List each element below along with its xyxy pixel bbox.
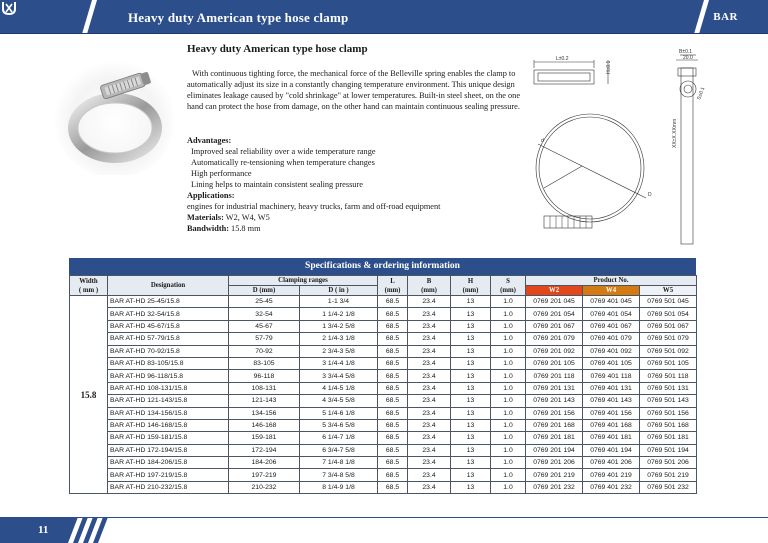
company-logo-icon — [0, 0, 18, 16]
cell-B: 23.4 — [408, 469, 451, 481]
cell-H: 13 — [451, 320, 491, 332]
table-row — [70, 345, 697, 357]
table-row — [70, 370, 697, 382]
cell-H: 13 — [451, 444, 491, 456]
col-H — [451, 276, 491, 296]
cell-designation: BAR AT-HD 83-105/15.8 — [108, 357, 229, 369]
advantage-item: Lining helps to maintain consistent sealing pressure — [191, 180, 363, 189]
cell-w4: 0769 401 168 — [583, 419, 640, 431]
table-row — [70, 444, 697, 456]
cell-d-in: 6 3/4-7 5/8 — [300, 444, 378, 456]
cell-H: 13 — [451, 382, 491, 394]
cell-H: 13 — [451, 345, 491, 357]
cell-d-mm: 159-181 — [229, 432, 300, 444]
cell-designation: BAR AT-HD 32-54/15.8 — [108, 308, 229, 320]
table-row — [70, 308, 697, 320]
col-w4: W4 — [583, 286, 640, 296]
spec-table-body — [70, 296, 697, 494]
cell-w5: 0769 501 232 — [640, 481, 697, 493]
cell-designation: BAR AT-HD 96-118/15.8 — [108, 370, 229, 382]
cell-d-mm: 57-79 — [229, 333, 300, 345]
cell-H: 13 — [451, 481, 491, 493]
cell-S: 1.0 — [491, 382, 526, 394]
cell-S: 1.0 — [491, 345, 526, 357]
cell-w4: 0769 401 181 — [583, 432, 640, 444]
cell-L: 68.5 — [378, 333, 408, 345]
col-L — [378, 276, 408, 296]
cell-d-mm: 184-206 — [229, 457, 300, 469]
table-row — [70, 457, 697, 469]
cell-w5: 0769 501 067 — [640, 320, 697, 332]
cell-B: 23.4 — [408, 320, 451, 332]
cell-w4: 0769 401 194 — [583, 444, 640, 456]
col-B-unit: (mm) — [421, 286, 437, 294]
cell-w4: 0769 401 206 — [583, 457, 640, 469]
cell-H: 13 — [451, 395, 491, 407]
cell-d-mm: 25-45 — [229, 296, 300, 308]
cell-B: 23.4 — [408, 370, 451, 382]
table-row — [70, 382, 697, 394]
cell-B: 23.4 — [408, 308, 451, 320]
cell-designation: BAR AT-HD 57-79/15.8 — [108, 333, 229, 345]
col-B-label: B — [426, 277, 432, 285]
materials-line — [187, 212, 527, 223]
drawing-dim-S: S±0.1 — [696, 86, 707, 101]
cell-w4: 0769 401 067 — [583, 320, 640, 332]
col-designation: Designation — [108, 276, 229, 296]
cell-L: 68.5 — [378, 382, 408, 394]
col-H-label: H — [467, 277, 474, 285]
cell-S: 1.0 — [491, 457, 526, 469]
materials-value: W2, W4, W5 — [225, 213, 270, 222]
cell-B: 23.4 — [408, 407, 451, 419]
cell-designation: BAR AT-HD 25-45/15.8 — [108, 296, 229, 308]
cell-S: 1.0 — [491, 395, 526, 407]
cell-H: 13 — [451, 370, 491, 382]
cell-w5: 0769 501 118 — [640, 370, 697, 382]
col-product-no: Product No. — [526, 276, 697, 286]
cell-w4: 0769 401 079 — [583, 333, 640, 345]
cell-designation: BAR AT-HD 197-219/15.8 — [108, 469, 229, 481]
advantages-heading: Advantages: — [187, 136, 232, 145]
cell-designation: BAR AT-HD 172-194/15.8 — [108, 444, 229, 456]
cell-d-mm: 134-156 — [229, 407, 300, 419]
cell-w4: 0769 401 105 — [583, 357, 640, 369]
col-S-label: S — [506, 277, 510, 285]
cell-w2: 0769 201 118 — [526, 370, 583, 382]
applications-heading: Applications: — [187, 191, 235, 200]
cell-L: 68.5 — [378, 296, 408, 308]
col-S — [491, 276, 526, 296]
cell-d-in: 8 1/4-9 1/8 — [300, 481, 378, 493]
table-row — [70, 333, 697, 345]
cell-w4: 0769 401 156 — [583, 407, 640, 419]
cell-B: 23.4 — [408, 296, 451, 308]
product-details — [187, 135, 527, 234]
header-title: Heavy duty American type hose clamp — [128, 10, 349, 25]
cell-B: 23.4 — [408, 333, 451, 345]
cell-d-mm: 32-54 — [229, 308, 300, 320]
cell-L: 68.5 — [378, 457, 408, 469]
table-row — [70, 395, 697, 407]
cell-d-in: 2 1/4-3 1/8 — [300, 333, 378, 345]
cell-d-in: 5 1/4-6 1/8 — [300, 407, 378, 419]
bandwidth-label: Bandwidth: — [187, 224, 229, 233]
cell-w4: 0769 401 118 — [583, 370, 640, 382]
cell-S: 1.0 — [491, 320, 526, 332]
cell-w4: 0769 401 143 — [583, 395, 640, 407]
cell-d-in: 7 1/4-8 1/8 — [300, 457, 378, 469]
col-width — [70, 276, 108, 296]
header-band — [0, 0, 768, 34]
cell-d-in: 1-1 3/4 — [300, 296, 378, 308]
cell-S: 1.0 — [491, 469, 526, 481]
col-w2: W2 — [526, 286, 583, 296]
cell-w5: 0769 501 045 — [640, 296, 697, 308]
cell-w4: 0769 401 232 — [583, 481, 640, 493]
col-width-label: Width — [79, 277, 98, 285]
cell-d-mm: 70-92 — [229, 345, 300, 357]
cell-d-mm: 96-118 — [229, 370, 300, 382]
cell-w2: 0769 201 181 — [526, 432, 583, 444]
cell-designation: BAR AT-HD 184-206/15.8 — [108, 457, 229, 469]
drawing-dim-D: D — [648, 192, 652, 198]
cell-S: 1.0 — [491, 308, 526, 320]
spec-table — [69, 275, 697, 494]
col-d-mm: D (mm) — [229, 286, 300, 296]
table-row — [70, 481, 697, 493]
cell-H: 13 — [451, 432, 491, 444]
cell-d-in: 4 1/4-5 1/8 — [300, 382, 378, 394]
header-tag: BAR — [713, 11, 738, 23]
description-text: With continuous tighting force, the mechanical force of the Belleville spring enables the clamp to automatically adjust its size in a constantly changing temperature environment. This unique design eliminates leakage caused by "cold shrinkage" at lower temperatures. Built-in steel sheet, on the one hand can protect the hose from damage, on the other hand can maintain continuous sealing pressure. — [187, 69, 521, 111]
advantage-item: High performance — [191, 169, 252, 178]
bandwidth-value: 15.8 mm — [231, 224, 261, 233]
cell-B: 23.4 — [408, 432, 451, 444]
cell-w5: 0769 501 168 — [640, 419, 697, 431]
cell-w5: 0769 501 092 — [640, 345, 697, 357]
advantage-item: Automatically re-tensioning when temperature changes — [191, 158, 375, 167]
page-number: 11 — [38, 524, 49, 536]
cell-B: 23.4 — [408, 345, 451, 357]
cell-S: 1.0 — [491, 419, 526, 431]
cell-w4: 0769 401 054 — [583, 308, 640, 320]
cell-L: 68.5 — [378, 308, 408, 320]
page-footer — [0, 517, 768, 543]
cell-d-in: 7 3/4-8 5/8 — [300, 469, 378, 481]
cell-designation: BAR AT-HD 70-92/15.8 — [108, 345, 229, 357]
hose-clamp-photo — [50, 50, 180, 175]
cell-L: 68.5 — [378, 395, 408, 407]
col-clamping: Clamping ranges — [229, 276, 378, 286]
cell-w2: 0769 201 092 — [526, 345, 583, 357]
cell-w5: 0769 501 131 — [640, 382, 697, 394]
col-S-unit: (mm) — [500, 286, 516, 294]
drawing-dim-B: B±0.1 — [679, 49, 693, 55]
cell-designation: BAR AT-HD 159-181/15.8 — [108, 432, 229, 444]
cell-S: 1.0 — [491, 357, 526, 369]
cell-L: 68.5 — [378, 370, 408, 382]
cell-H: 13 — [451, 296, 491, 308]
cell-w5: 0769 501 206 — [640, 457, 697, 469]
page-header — [0, 0, 768, 34]
cell-w2: 0769 201 105 — [526, 357, 583, 369]
cell-designation: BAR AT-HD 45-67/15.8 — [108, 320, 229, 332]
cell-w4: 0769 401 131 — [583, 382, 640, 394]
cell-S: 1.0 — [491, 370, 526, 382]
cell-w2: 0769 201 168 — [526, 419, 583, 431]
cell-B: 23.4 — [408, 357, 451, 369]
table-row — [70, 296, 697, 308]
cell-d-mm: 210-232 — [229, 481, 300, 493]
cell-d-in: 5 3/4-6 5/8 — [300, 419, 378, 431]
cell-S: 1.0 — [491, 296, 526, 308]
cell-B: 23.4 — [408, 419, 451, 431]
col-L-label: L — [390, 277, 395, 285]
cell-L: 68.5 — [378, 469, 408, 481]
cell-L: 68.5 — [378, 481, 408, 493]
cell-w5: 0769 501 156 — [640, 407, 697, 419]
cell-H: 13 — [451, 333, 491, 345]
cell-d-in: 2 3/4-3 5/8 — [300, 345, 378, 357]
cell-w4: 0769 401 092 — [583, 345, 640, 357]
spec-table-title: Specifications & ordering information — [69, 258, 696, 275]
table-row — [70, 419, 697, 431]
cell-H: 13 — [451, 419, 491, 431]
clamp-technical-drawing — [510, 48, 710, 248]
col-H-unit: (mm) — [462, 286, 479, 294]
materials-label: Materials: — [187, 213, 224, 222]
cell-designation: BAR AT-HD 146-168/15.8 — [108, 419, 229, 431]
cell-H: 13 — [451, 357, 491, 369]
cell-w2: 0769 201 219 — [526, 469, 583, 481]
cell-B: 23.4 — [408, 395, 451, 407]
cell-H: 13 — [451, 457, 491, 469]
cell-designation: BAR AT-HD 121-143/15.8 — [108, 395, 229, 407]
cell-w2: 0769 201 156 — [526, 407, 583, 419]
footer-band — [0, 517, 768, 543]
cell-w2: 0769 201 067 — [526, 320, 583, 332]
cell-L: 68.5 — [378, 444, 408, 456]
drawing-dim-20: 20.0 — [683, 55, 693, 61]
cell-d-mm: 83-105 — [229, 357, 300, 369]
col-w5: W5 — [640, 286, 697, 296]
table-row — [70, 320, 697, 332]
cell-L: 68.5 — [378, 407, 408, 419]
document-title: Heavy duty American type hose clamp — [187, 43, 368, 55]
cell-S: 1.0 — [491, 444, 526, 456]
bandwidth-line — [187, 223, 527, 234]
cell-d-mm: 172-194 — [229, 444, 300, 456]
cell-w5: 0769 501 105 — [640, 357, 697, 369]
cell-w2: 0769 201 045 — [526, 296, 583, 308]
cell-B: 23.4 — [408, 382, 451, 394]
cell-d-in: 1 3/4-2 5/8 — [300, 320, 378, 332]
cell-w5: 0769 501 219 — [640, 469, 697, 481]
cell-S: 1.0 — [491, 432, 526, 444]
cell-d-in: 3 1/4-4 1/8 — [300, 357, 378, 369]
cell-d-in: 4 3/4-5 5/8 — [300, 395, 378, 407]
cell-S: 1.0 — [491, 407, 526, 419]
cell-designation: BAR AT-HD 134-156/15.8 — [108, 407, 229, 419]
cell-L: 68.5 — [378, 320, 408, 332]
cell-L: 68.5 — [378, 345, 408, 357]
cell-w5: 0769 501 194 — [640, 444, 697, 456]
cell-B: 23.4 — [408, 457, 451, 469]
cell-w2: 0769 201 131 — [526, 382, 583, 394]
cell-H: 13 — [451, 308, 491, 320]
table-row — [70, 432, 697, 444]
applications-text: engines for industrial machinery, heavy trucks, farm and off-road equipment — [187, 202, 441, 211]
drawing-dim-L: L±0.2 — [556, 56, 569, 62]
cell-w2: 0769 201 232 — [526, 481, 583, 493]
cell-B: 23.4 — [408, 481, 451, 493]
cell-L: 68.5 — [378, 432, 408, 444]
drawing-dim-H: H±0.1 — [606, 60, 612, 74]
cell-d-mm: 108-131 — [229, 382, 300, 394]
cell-H: 13 — [451, 469, 491, 481]
cell-w4: 0769 401 045 — [583, 296, 640, 308]
cell-w2: 0769 201 143 — [526, 395, 583, 407]
advantage-item: Improved seal reliability over a wide temperature range — [191, 147, 376, 156]
cell-d-mm: 197-219 — [229, 469, 300, 481]
cell-B: 23.4 — [408, 444, 451, 456]
table-row — [70, 407, 697, 419]
cell-d-in: 3 3/4-4 5/8 — [300, 370, 378, 382]
cell-designation: BAR AT-HD 210-232/15.8 — [108, 481, 229, 493]
product-description — [187, 68, 522, 112]
cell-d-in: 6 1/4-7 1/8 — [300, 432, 378, 444]
cell-L: 68.5 — [378, 357, 408, 369]
col-width-unit: ( mm ) — [78, 286, 99, 294]
cell-L: 68.5 — [378, 419, 408, 431]
cell-w5: 0769 501 054 — [640, 308, 697, 320]
cell-w2: 0769 201 054 — [526, 308, 583, 320]
col-L-unit: (mm) — [384, 286, 401, 294]
cell-S: 1.0 — [491, 481, 526, 493]
drawing-dim-width: XX±X.XXmm — [672, 118, 678, 148]
drawing-dim-d: d — [541, 138, 544, 144]
cell-w2: 0769 201 206 — [526, 457, 583, 469]
col-d-in: D ( in ) — [300, 286, 378, 296]
cell-H: 13 — [451, 407, 491, 419]
cell-S: 1.0 — [491, 333, 526, 345]
cell-w2: 0769 201 079 — [526, 333, 583, 345]
cell-w2: 0769 201 194 — [526, 444, 583, 456]
cell-w5: 0769 501 143 — [640, 395, 697, 407]
cell-width: 15.8 — [70, 296, 108, 494]
cell-d-in: 1 1/4-2 1/8 — [300, 308, 378, 320]
cell-d-mm: 146-168 — [229, 419, 300, 431]
cell-w5: 0769 501 181 — [640, 432, 697, 444]
cell-designation: BAR AT-HD 108-131/15.8 — [108, 382, 229, 394]
table-row — [70, 469, 697, 481]
cell-w5: 0769 501 079 — [640, 333, 697, 345]
cell-d-mm: 121-143 — [229, 395, 300, 407]
cell-d-mm: 45-67 — [229, 320, 300, 332]
col-B — [408, 276, 451, 296]
cell-w4: 0769 401 219 — [583, 469, 640, 481]
table-row — [70, 357, 697, 369]
